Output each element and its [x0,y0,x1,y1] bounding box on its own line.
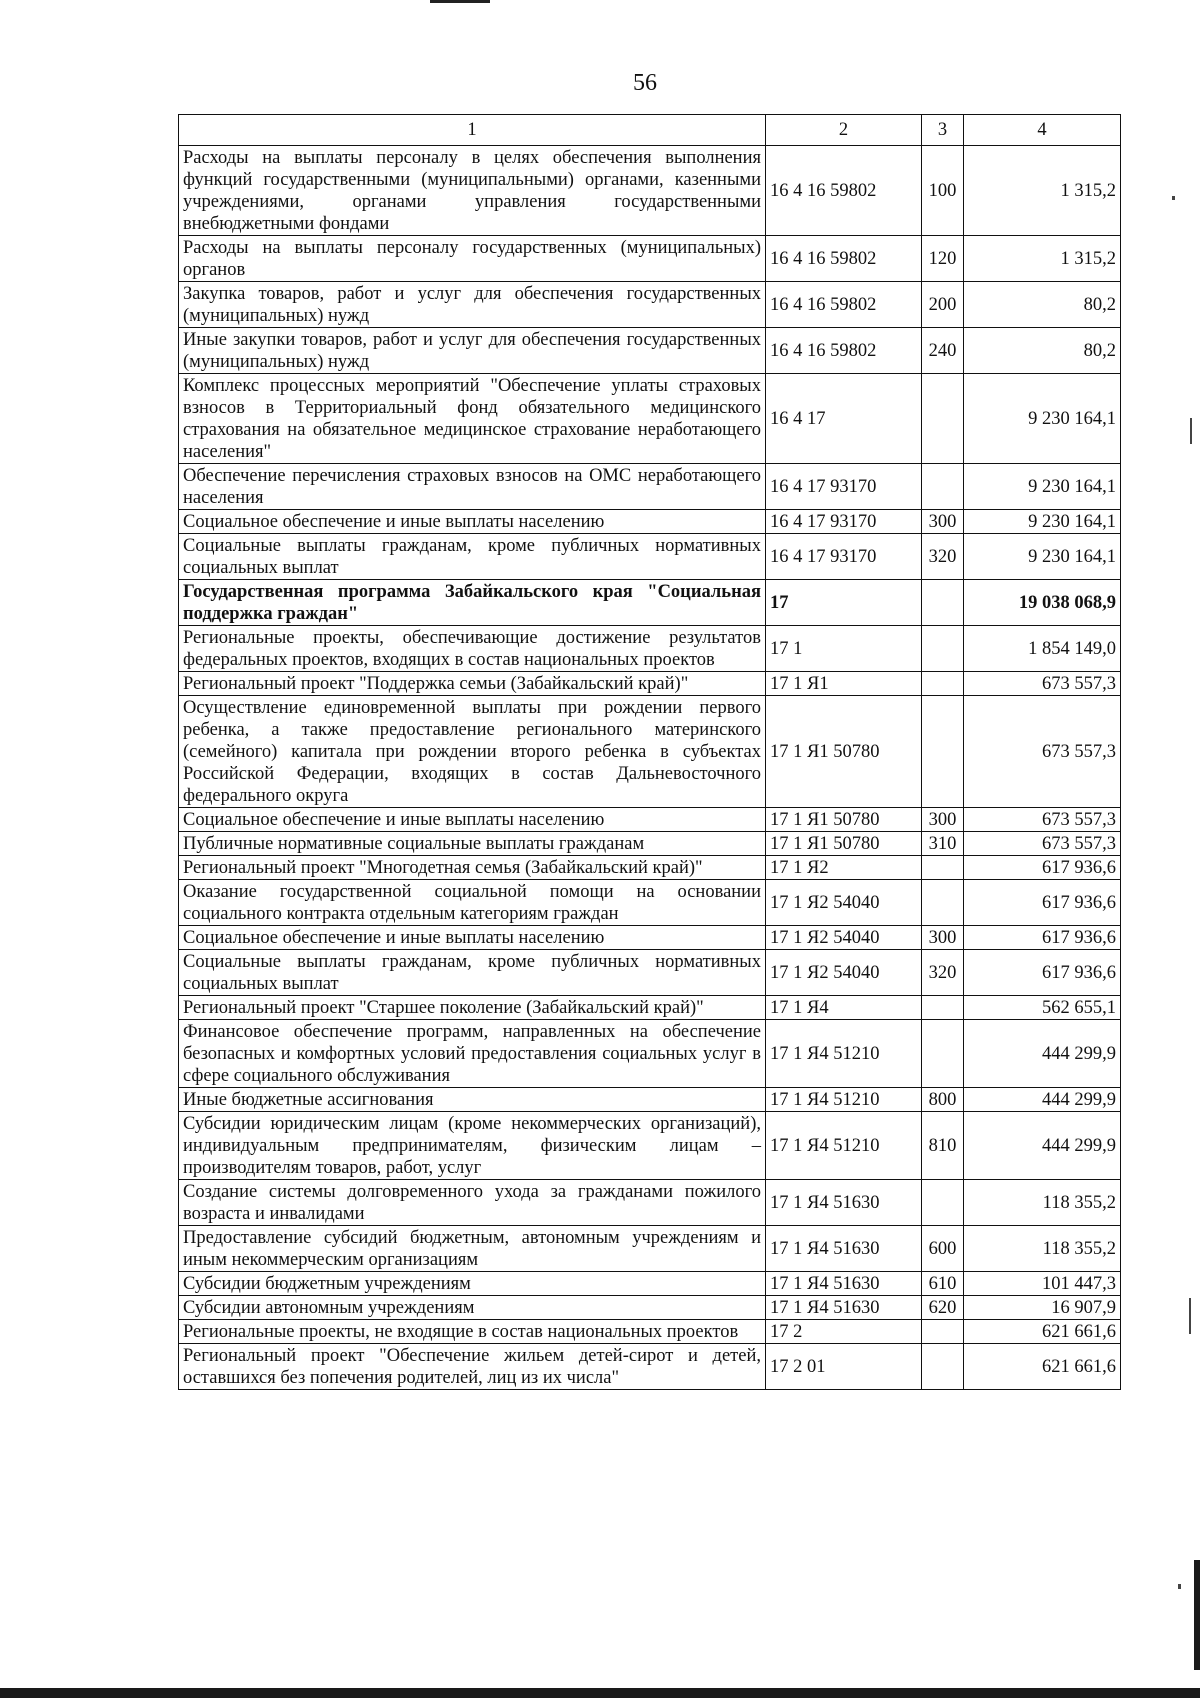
scan-speck [1178,1584,1181,1589]
row-name-cell: Оказание государственной социальной помощи на основании социального контракта отдельным категориям граждан [179,880,766,926]
table-row [179,1272,1121,1296]
row-name-cell: Субсидии автономным учреждениям [179,1296,766,1320]
row-code-cell: 17 1 Я2 54040 [766,950,922,996]
row-name-cell: Обеспечение перечисления страховых взносов на ОМС неработающего населения [179,464,766,510]
row-code-cell: 17 1 Я2 54040 [766,880,922,926]
row-name-cell: Социальные выплаты гражданам, кроме публичных нормативных социальных выплат [179,950,766,996]
row-sum-cell: 19 038 068,9 [964,580,1121,626]
table-row [179,1344,1121,1390]
row-code-cell: 17 1 Я2 54040 [766,926,922,950]
table-header-row [179,115,1121,146]
row-name-cell: Публичные нормативные социальные выплаты гражданам [179,832,766,856]
row-sum-cell: 101 447,3 [964,1272,1121,1296]
row-code-cell: 16 4 16 59802 [766,146,922,236]
table-row [179,1180,1121,1226]
row-name-cell: Региональные проекты, не входящие в состав национальных проектов [179,1320,766,1344]
table-row [179,464,1121,510]
scan-speck [1172,196,1175,200]
column-header-type: 3 [922,115,964,146]
row-code-cell: 16 4 16 59802 [766,328,922,374]
row-code-cell: 17 1 Я2 [766,856,922,880]
table-row [179,1320,1121,1344]
row-name-cell: Закупка товаров, работ и услуг для обеспечения государственных (муниципальных) нужд [179,282,766,328]
row-sum-cell: 673 557,3 [964,832,1121,856]
scan-artifact-bottom [0,1688,1200,1698]
row-type-cell: 100 [922,146,964,236]
row-type-cell [922,1020,964,1088]
row-sum-cell: 673 557,3 [964,672,1121,696]
row-code-cell: 17 [766,580,922,626]
table-row [179,996,1121,1020]
row-type-cell: 240 [922,328,964,374]
table-row [179,808,1121,832]
row-type-cell: 310 [922,832,964,856]
row-name-cell: Субсидии юридическим лицам (кроме некоммерческих организаций), индивидуальным предпринимателям, физическим лицам – производителям товаров, работ, услуг [179,1112,766,1180]
row-type-cell [922,1320,964,1344]
table-row [179,1226,1121,1272]
row-type-cell: 300 [922,510,964,534]
row-type-cell [922,880,964,926]
row-type-cell [922,1344,964,1390]
row-name-cell: Региональный проект "Многодетная семья (Забайкальский край)" [179,856,766,880]
table-row [179,328,1121,374]
row-sum-cell: 617 936,6 [964,880,1121,926]
row-code-cell: 17 1 Я4 51630 [766,1272,922,1296]
table-row [179,880,1121,926]
row-code-cell: 16 4 16 59802 [766,236,922,282]
page-number: 56 [633,70,657,96]
row-code-cell: 16 4 17 [766,374,922,464]
row-type-cell: 300 [922,926,964,950]
row-code-cell: 16 4 17 93170 [766,464,922,510]
row-sum-cell: 9 230 164,1 [964,534,1121,580]
row-type-cell: 320 [922,950,964,996]
row-name-cell: Создание системы долговременного ухода за гражданами пожилого возраста и инвалидами [179,1180,766,1226]
table-row [179,146,1121,236]
row-sum-cell: 673 557,3 [964,696,1121,808]
scan-speck [1190,418,1192,444]
row-sum-cell: 562 655,1 [964,996,1121,1020]
row-code-cell: 17 2 [766,1320,922,1344]
row-type-cell: 320 [922,534,964,580]
row-name-cell: Социальные выплаты гражданам, кроме публичных нормативных социальных выплат [179,534,766,580]
row-sum-cell: 80,2 [964,328,1121,374]
row-code-cell: 16 4 17 93170 [766,510,922,534]
row-code-cell: 17 1 Я1 50780 [766,808,922,832]
row-type-cell [922,580,964,626]
table-row [179,1112,1121,1180]
table-row [179,282,1121,328]
row-name-cell: Иные закупки товаров, работ и услуг для обеспечения государственных (муниципальных) нужд [179,328,766,374]
row-sum-cell: 1 315,2 [964,236,1121,282]
row-sum-cell: 617 936,6 [964,926,1121,950]
row-name-cell: Социальное обеспечение и иные выплаты населению [179,510,766,534]
row-type-cell [922,996,964,1020]
row-type-cell: 620 [922,1296,964,1320]
table-row [179,534,1121,580]
row-sum-cell: 9 230 164,1 [964,510,1121,534]
table-row [179,1296,1121,1320]
row-code-cell: 17 1 Я4 51630 [766,1226,922,1272]
column-header-name: 1 [179,115,766,146]
row-sum-cell: 16 907,9 [964,1296,1121,1320]
row-code-cell: 17 1 Я4 51210 [766,1020,922,1088]
table-row [179,926,1121,950]
column-header-sum: 4 [964,115,1121,146]
row-name-cell: Предоставление субсидий бюджетным, автономным учреждениям и иным некоммерческим организациям [179,1226,766,1272]
row-sum-cell: 9 230 164,1 [964,464,1121,510]
row-sum-cell: 444 299,9 [964,1088,1121,1112]
row-code-cell: 17 1 [766,626,922,672]
table-row [179,856,1121,880]
table-row [179,626,1121,672]
row-name-cell: Социальное обеспечение и иные выплаты населению [179,808,766,832]
table-row [179,1020,1121,1088]
row-name-cell: Социальное обеспечение и иные выплаты населению [179,926,766,950]
row-type-cell: 800 [922,1088,964,1112]
table-row [179,1088,1121,1112]
row-name-cell: Региональные проекты, обеспечивающие достижение результатов федеральных проектов, входящих в состав национальных проектов [179,626,766,672]
row-type-cell [922,856,964,880]
table-row [179,950,1121,996]
column-header-code: 2 [766,115,922,146]
row-type-cell: 300 [922,808,964,832]
table-body [179,146,1121,1390]
row-name-cell: Комплекс процессных мероприятий "Обеспечение уплаты страховых взносов в Территориальный фонд обязательного медицинского страхования на обязательное медицинское страхование неработающего населения" [179,374,766,464]
scan-artifact-top [430,0,490,3]
row-type-cell: 610 [922,1272,964,1296]
row-type-cell: 810 [922,1112,964,1180]
row-type-cell: 120 [922,236,964,282]
row-name-cell: Расходы на выплаты персоналу государственных (муниципальных) органов [179,236,766,282]
row-sum-cell: 621 661,6 [964,1320,1121,1344]
row-code-cell: 17 1 Я1 50780 [766,696,922,808]
row-code-cell: 17 2 01 [766,1344,922,1390]
table-row [179,696,1121,808]
row-sum-cell: 617 936,6 [964,950,1121,996]
row-code-cell: 17 1 Я4 51210 [766,1112,922,1180]
row-sum-cell: 621 661,6 [964,1344,1121,1390]
row-code-cell: 17 1 Я1 50780 [766,832,922,856]
row-sum-cell: 673 557,3 [964,808,1121,832]
row-name-cell: Финансовое обеспечение программ, направленных на обеспечение безопасных и комфортных условий предоставления социальных услуг в сфере социального обслуживания [179,1020,766,1088]
row-code-cell: 17 1 Я4 51630 [766,1180,922,1226]
row-name-cell: Региональный проект "Обеспечение жильем детей-сирот и детей, оставшихся без попечения родителей, лиц из их числа" [179,1344,766,1390]
row-sum-cell: 118 355,2 [964,1180,1121,1226]
row-code-cell: 17 1 Я4 [766,996,922,1020]
row-name-cell: Осуществление единовременной выплаты при рождении первого ребенка, а также предоставление регионального материнского (семейного) капитала при рождении второго ребенка в субъектах Российской Федерации, входящих в состав Дальневосточного федерального округа [179,696,766,808]
row-type-cell: 200 [922,282,964,328]
table-row [179,374,1121,464]
row-code-cell: 16 4 17 93170 [766,534,922,580]
budget-table [178,114,1121,1390]
row-sum-cell: 80,2 [964,282,1121,328]
row-type-cell: 600 [922,1226,964,1272]
row-sum-cell: 9 230 164,1 [964,374,1121,464]
table-row [179,832,1121,856]
table-row [179,580,1121,626]
row-name-cell: Региональный проект "Старшее поколение (Забайкальский край)" [179,996,766,1020]
row-name-cell: Государственная программа Забайкальского края "Социальная поддержка граждан" [179,580,766,626]
row-type-cell [922,672,964,696]
row-sum-cell: 444 299,9 [964,1112,1121,1180]
row-code-cell: 17 1 Я4 51210 [766,1088,922,1112]
row-sum-cell: 1 315,2 [964,146,1121,236]
row-name-cell: Иные бюджетные ассигнования [179,1088,766,1112]
row-code-cell: 16 4 16 59802 [766,282,922,328]
row-type-cell [922,696,964,808]
row-sum-cell: 118 355,2 [964,1226,1121,1272]
row-name-cell: Расходы на выплаты персоналу в целях обеспечения выполнения функций государственными (муниципальными) органами, казенными учреждениями, органами управления государственными внебюджетными фондами [179,146,766,236]
scan-artifact-right [1194,1560,1200,1670]
row-code-cell: 17 1 Я4 51630 [766,1296,922,1320]
table-row [179,236,1121,282]
row-type-cell [922,374,964,464]
row-sum-cell: 617 936,6 [964,856,1121,880]
row-type-cell [922,464,964,510]
row-name-cell: Региональный проект "Поддержка семьи (Забайкальский край)" [179,672,766,696]
row-code-cell: 17 1 Я1 [766,672,922,696]
table-row [179,510,1121,534]
row-sum-cell: 1 854 149,0 [964,626,1121,672]
table-row [179,672,1121,696]
row-type-cell [922,1180,964,1226]
row-type-cell [922,626,964,672]
row-sum-cell: 444 299,9 [964,1020,1121,1088]
scan-speck [1189,1298,1191,1334]
row-name-cell: Субсидии бюджетным учреждениям [179,1272,766,1296]
